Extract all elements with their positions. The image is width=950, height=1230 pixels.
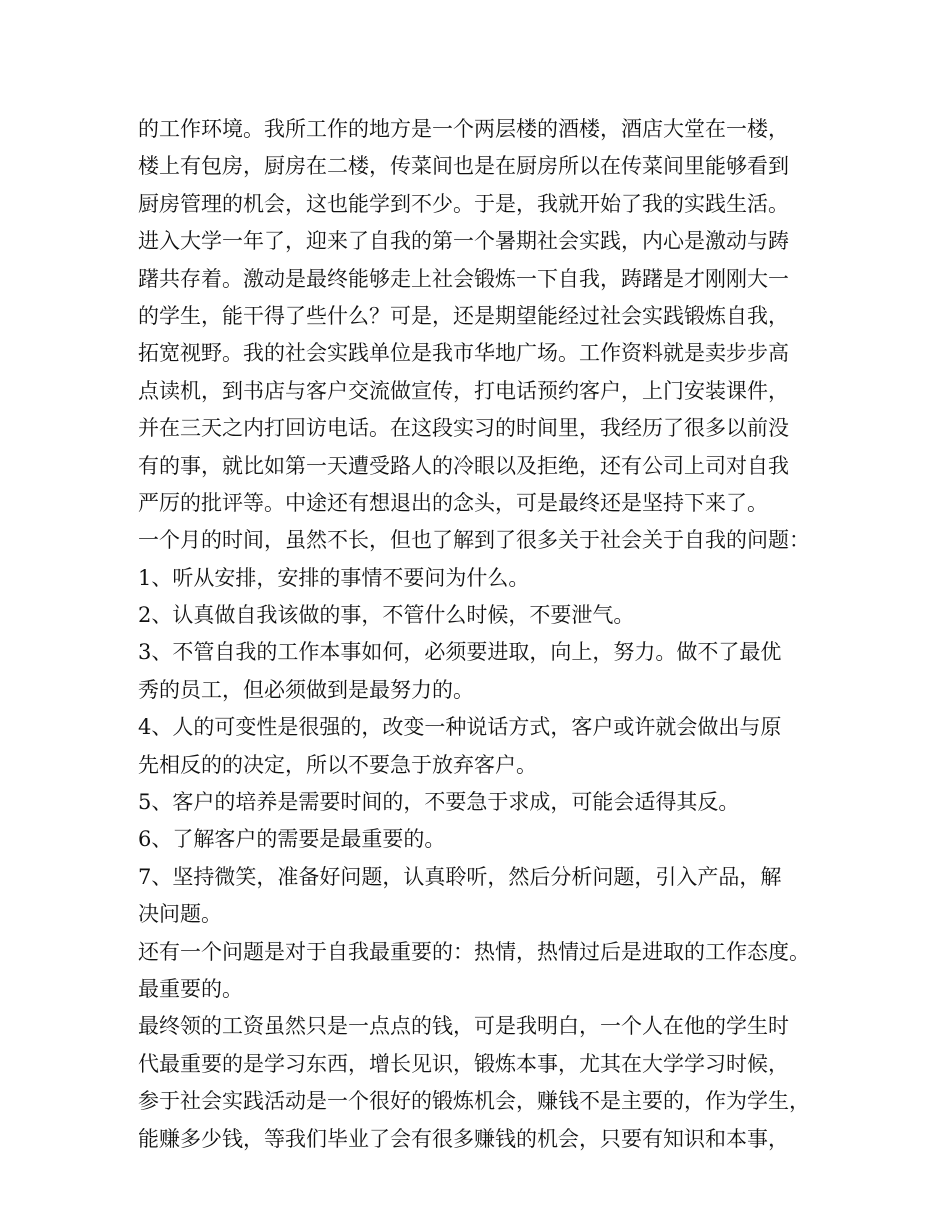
text-line: 能赚多少钱，等我们毕业了会有很多赚钱的机会，只要有知识和本事， [138,1126,789,1151]
text-line: 参于社会实践活动是一个很好的锻炼机会，赚钱不是主要的，作为学生， [138,1089,810,1114]
text-line: 的学生，能干得了些什么？可是，还是期望能经过社会实践锻炼自我， [138,303,789,328]
text-line: 点读机，到书店与客户交流做宣传，打电话预约客户，上门安装课件， [138,378,789,403]
list-item: 5、客户的培养是需要时间的，不要急于求成，可能会适得其反。 [138,790,740,815]
list-item: 7、坚持微笑，准备好问题，认真聆听，然后分析问题，引入产品，解 [138,864,782,889]
body-text [138,111,838,1158]
text-line: 最终领的工资虽然只是一点点的钱，可是我明白，一个人在他的学生时 [138,1014,789,1039]
list-item: 4、人的可变性是很强的，改变一种说话方式，客户或许就会做出与原 [138,715,782,740]
text-line: 决问题。 [138,902,222,927]
text-line: 严厉的批评等。中途还有想退出的念头，可是最终还是坚持下来了。 [138,490,768,515]
text-line: 秀的员工，但必须做到是最努力的。 [138,677,474,702]
text-line: 的工作环境。我所工作的地方是一个两层楼的酒楼，酒店大堂在一楼， [138,117,789,141]
text-line: 拓宽视野。我的社会实践单位是我市华地广场。工作资料就是卖步步高 [138,341,789,366]
list-item: 6、了解客户的需要是最重要的。 [138,827,446,852]
text-line: 还有一个问题是对于自我最重要的：热情，热情过后是进取的工作态度。 [138,939,810,964]
text-line: 楼上有包房，厨房在二楼，传菜间也是在厨房所以在传菜间里能够看到 [138,154,789,179]
list-item: 3、不管自我的工作本事如何，必须要进取，向上，努力。做不了最优 [138,640,782,665]
text-line: 有的事，就比如第一天遭受路人的冷眼以及拒绝，还有公司上司对自我 [138,453,789,478]
text-line: 先相反的的决定，所以不要急于放弃客户。 [138,752,537,777]
text-line: 进入大学一年了，迎来了自我的第一个暑期社会实践，内心是激动与踌 [138,229,789,254]
text-line: 厨房管理的机会，这也能学到不少。于是，我就开始了我的实践生活。 [138,191,789,216]
list-item: 1、听从安排，安排的事情不要问为什么。 [138,565,530,590]
text-line: 最重要的。 [138,976,243,1001]
text-line: 躇共存着。激动是最终能够走上社会锻炼一下自我，踌躇是才刚刚大一 [138,266,789,291]
text-line: 代最重要的是学习东西，增长见识，锻炼本事，尤其在大学学习时候， [138,1051,789,1076]
text-line: 一个月的时间，虽然不长，但也了解到了很多关于社会关于自我的问题： [138,528,810,553]
text-line: 并在三天之内打回访电话。在这段实习的时间里，我经历了很多以前没 [138,416,789,441]
list-item: 2、认真做自我该做的事，不管什么时候，不要泄气。 [138,603,635,628]
